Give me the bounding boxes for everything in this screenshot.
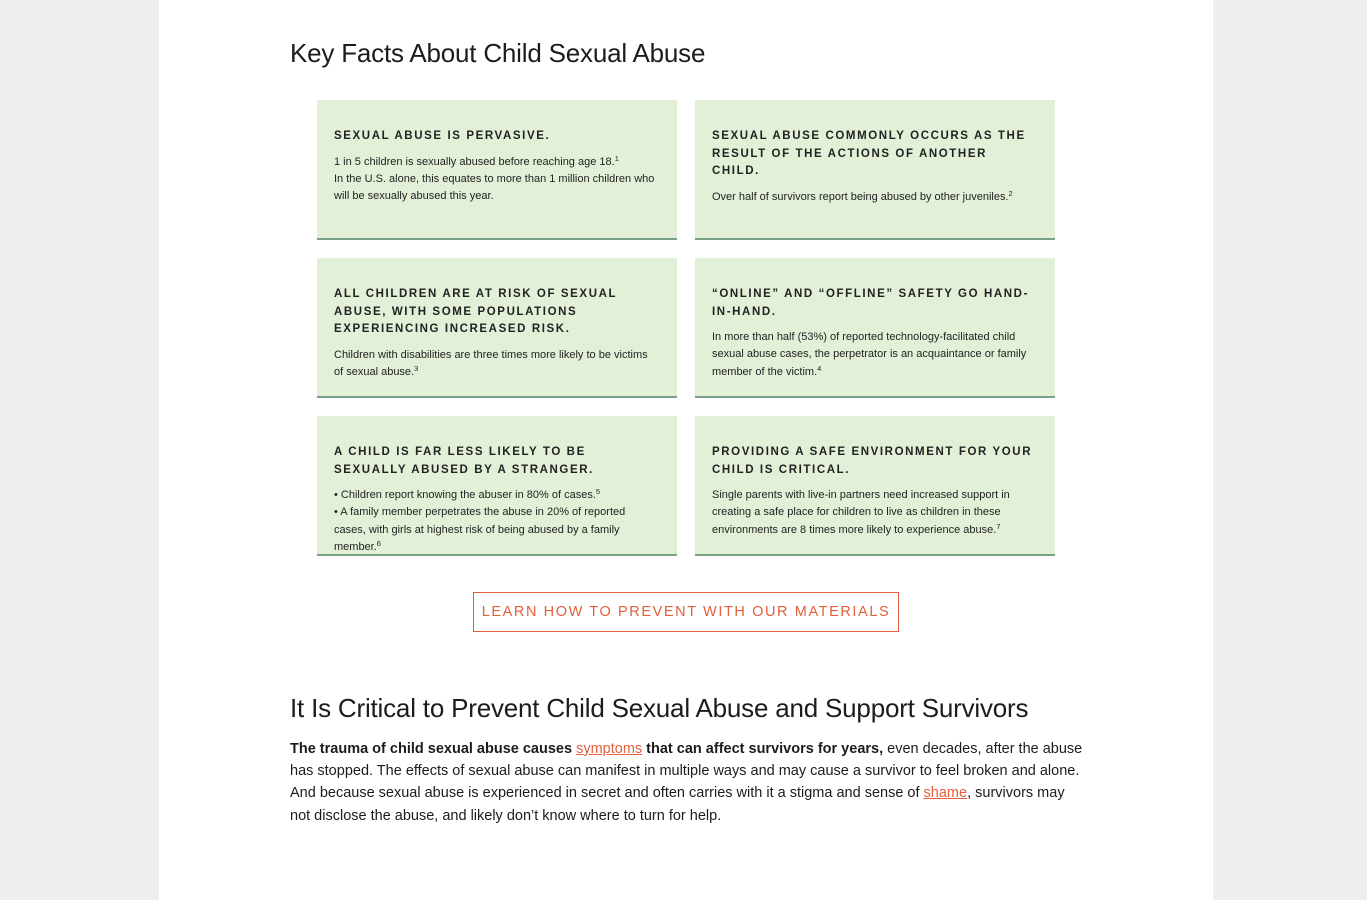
fact-card-body (712, 189, 1037, 206)
fact-card (317, 100, 677, 240)
key-facts-title: Key Facts About Child Sexual Abuse (290, 38, 706, 68)
fact-card-heading: ALL CHILDREN ARE AT RISK OF SEXUAL ABUSE, WITH SOME POPULATIONS EXPERIENCING INCREASED RISK. (334, 288, 617, 335)
fact-line: • Children report knowing the abuser in 80% of cases.$^5$ (334, 487, 601, 501)
fact-card-body (712, 487, 1037, 539)
paragraph-text: even decades, after the abuse has stopped. The effects of sexual abuse can manifest in multiple ways and may cause a survivor to feel broken and alone. And because sexual abuse is experienced in secret and often carries with it a stigma and sense of (290, 741, 1083, 802)
fact-line: Single parents with live-in partners need increased support in creating a safe place for children to live as children in these environments are 8 times more likely to experience abuse.$^7$ (712, 489, 1010, 536)
fact-line: • A family member perpetrates the abuse in 20% of reported cases, with girls at highest risk of being abused by a family member.$^6$ (334, 506, 626, 553)
fact-card-body (334, 347, 659, 382)
shame-link[interactable]: shame (923, 785, 968, 802)
paragraph-text: , survivors may not disclose the abuse, and likely don’t know where to turn for help. (290, 785, 1065, 824)
fact-line: 1 in 5 children is sexually abused before reaching age 18.$^1$ (334, 153, 619, 168)
fact-line: In more than half (53%) of reported technology-facilitated child sexual abuse cases, the perpetrator is an acquaintance or family member of the victim.$^4$ (712, 331, 1027, 378)
survivors-paragraph (290, 738, 1085, 827)
fact-card-body (334, 154, 659, 206)
fact-card (695, 416, 1055, 556)
fact-card-heading: SEXUAL ABUSE IS PERVASIVE. (334, 130, 551, 142)
fact-card (317, 258, 677, 398)
fact-card-heading: PROVIDING A SAFE ENVIRONMENT FOR YOUR CHILD IS CRITICAL. (712, 446, 1033, 476)
symptoms-link[interactable]: symptoms (576, 741, 643, 757)
critical-prevent-title: It Is Critical to Prevent Child Sexual Abuse and Support Survivors (290, 693, 1029, 723)
fact-card-heading: SEXUAL ABUSE COMMONLY OCCURS AS THE RESULT OF THE ACTIONS OF ANOTHER CHILD. (712, 130, 1026, 177)
fact-line: In the U.S. alone, this equates to more than 1 million children who will be sexually abused this year. (334, 172, 655, 203)
fact-line: Over half of survivors report being abused by other juveniles.$^2$ (712, 188, 1013, 203)
fact-card-heading: “ONLINE” AND “OFFLINE” SAFETY GO HAND-IN-HAND. (712, 288, 1029, 318)
fact-card-body (712, 329, 1037, 381)
bold-text: The trauma of child sexual abuse causes (290, 741, 577, 757)
fact-card (317, 416, 677, 556)
bold-text: that can affect survivors for years, (642, 741, 884, 757)
fact-card-heading: A CHILD IS FAR LESS LIKELY TO BE SEXUALLY ABUSED BY A STRANGER. (334, 446, 594, 476)
fact-card (695, 258, 1055, 398)
fact-card-body (334, 487, 659, 556)
learn-prevent-materials-button[interactable]: LEARN HOW TO PREVENT WITH OUR MATERIALS (473, 592, 899, 632)
fact-line: Children with disabilities are three times more likely to be victims of sexual abuse.$^3$ (334, 348, 648, 378)
fact-card (695, 100, 1055, 240)
page-content (159, 0, 1213, 900)
